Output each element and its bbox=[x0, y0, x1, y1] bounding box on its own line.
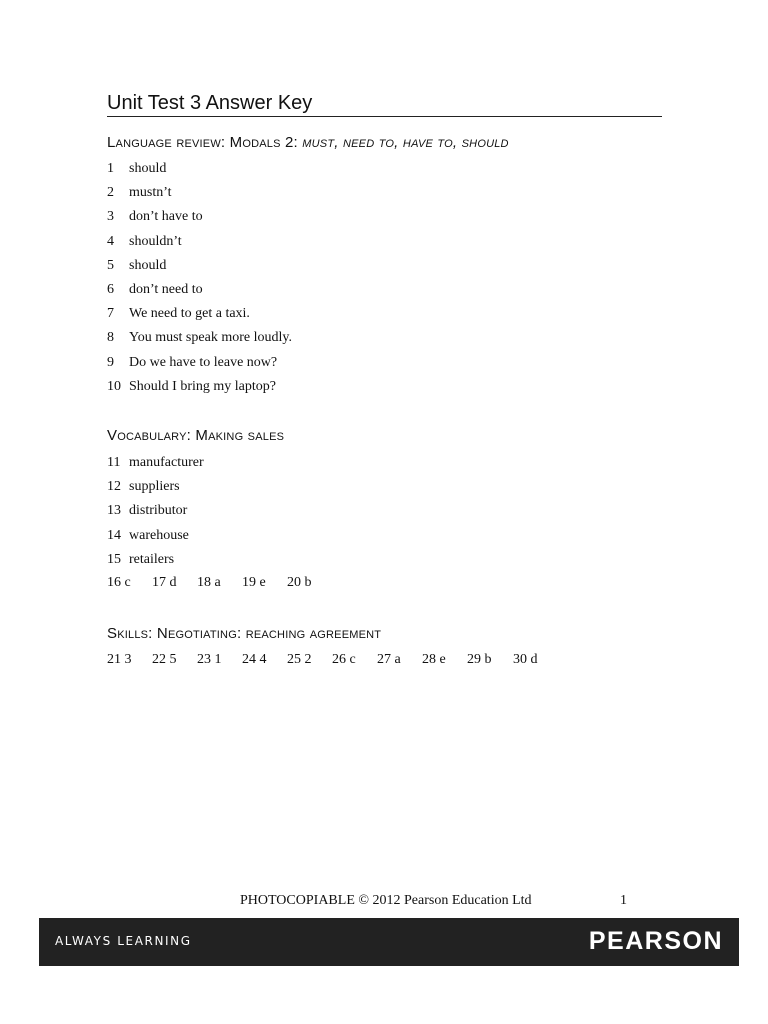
list-item: 13 distributor bbox=[107, 503, 188, 519]
list-item: 2 mustn’t bbox=[107, 185, 172, 201]
footer-tagline: ALWAYS LEARNING bbox=[55, 934, 192, 948]
list-item: 3 don’t have to bbox=[107, 209, 203, 225]
inline-answer: 20 b bbox=[287, 575, 312, 590]
page-title: Unit Test 3 Answer Key bbox=[107, 90, 662, 117]
list-item: 14 warehouse bbox=[107, 527, 189, 543]
language-answer-list bbox=[107, 157, 292, 399]
inline-answer: 24 4 bbox=[242, 652, 267, 667]
list-item: 11 manufacturer bbox=[107, 455, 204, 470]
list-item: 15 retailers bbox=[107, 551, 175, 567]
section-heading-language-main: Language review: Modals 2: bbox=[107, 134, 303, 151]
list-item: 12 suppliers bbox=[107, 479, 180, 495]
vocabulary-answer-list bbox=[107, 451, 204, 572]
inline-answer: 25 2 bbox=[287, 652, 312, 667]
list-item: 4 shouldn’t bbox=[107, 233, 182, 249]
section-heading-skills: Skills: Negotiating: reaching agreement bbox=[107, 625, 382, 642]
section-heading-language-italic: must, need to, have to, should bbox=[302, 134, 509, 151]
list-item: 10 Should I bring my laptop? bbox=[107, 378, 276, 394]
section-heading-language bbox=[107, 133, 509, 153]
inline-answer: 28 e bbox=[422, 652, 446, 667]
inline-answer: 29 b bbox=[467, 652, 492, 667]
inline-answer: 17 d bbox=[152, 575, 177, 590]
list-item: 1 should bbox=[107, 161, 167, 176]
inline-answer: 22 5 bbox=[152, 652, 177, 667]
inline-answer: 27 a bbox=[377, 652, 401, 667]
list-item: 9 Do we have to leave now? bbox=[107, 354, 278, 370]
page-number: 1 bbox=[620, 893, 627, 908]
inline-answer: 26 c bbox=[332, 652, 356, 667]
section-heading-vocabulary: Vocabulary: Making sales bbox=[107, 427, 285, 444]
inline-answer: 18 a bbox=[197, 575, 221, 590]
copyright-notice: PHOTOCOPIABLE © 2012 Pearson Education Ltd bbox=[240, 893, 532, 908]
inline-answer: 30 d bbox=[513, 652, 538, 667]
inline-answer: 16 c bbox=[107, 575, 131, 590]
list-item: 5 should bbox=[107, 257, 167, 273]
pearson-logo: PEARSON bbox=[588, 927, 723, 955]
inline-answer: 23 1 bbox=[197, 652, 222, 667]
inline-answer: 21 3 bbox=[107, 652, 132, 667]
inline-answer: 19 e bbox=[242, 575, 266, 590]
list-item: 7 We need to get a taxi. bbox=[107, 306, 250, 322]
footer-brand-bar bbox=[39, 918, 739, 966]
list-item: 6 don’t need to bbox=[107, 281, 203, 297]
list-item: 8 You must speak more loudly. bbox=[107, 330, 292, 346]
